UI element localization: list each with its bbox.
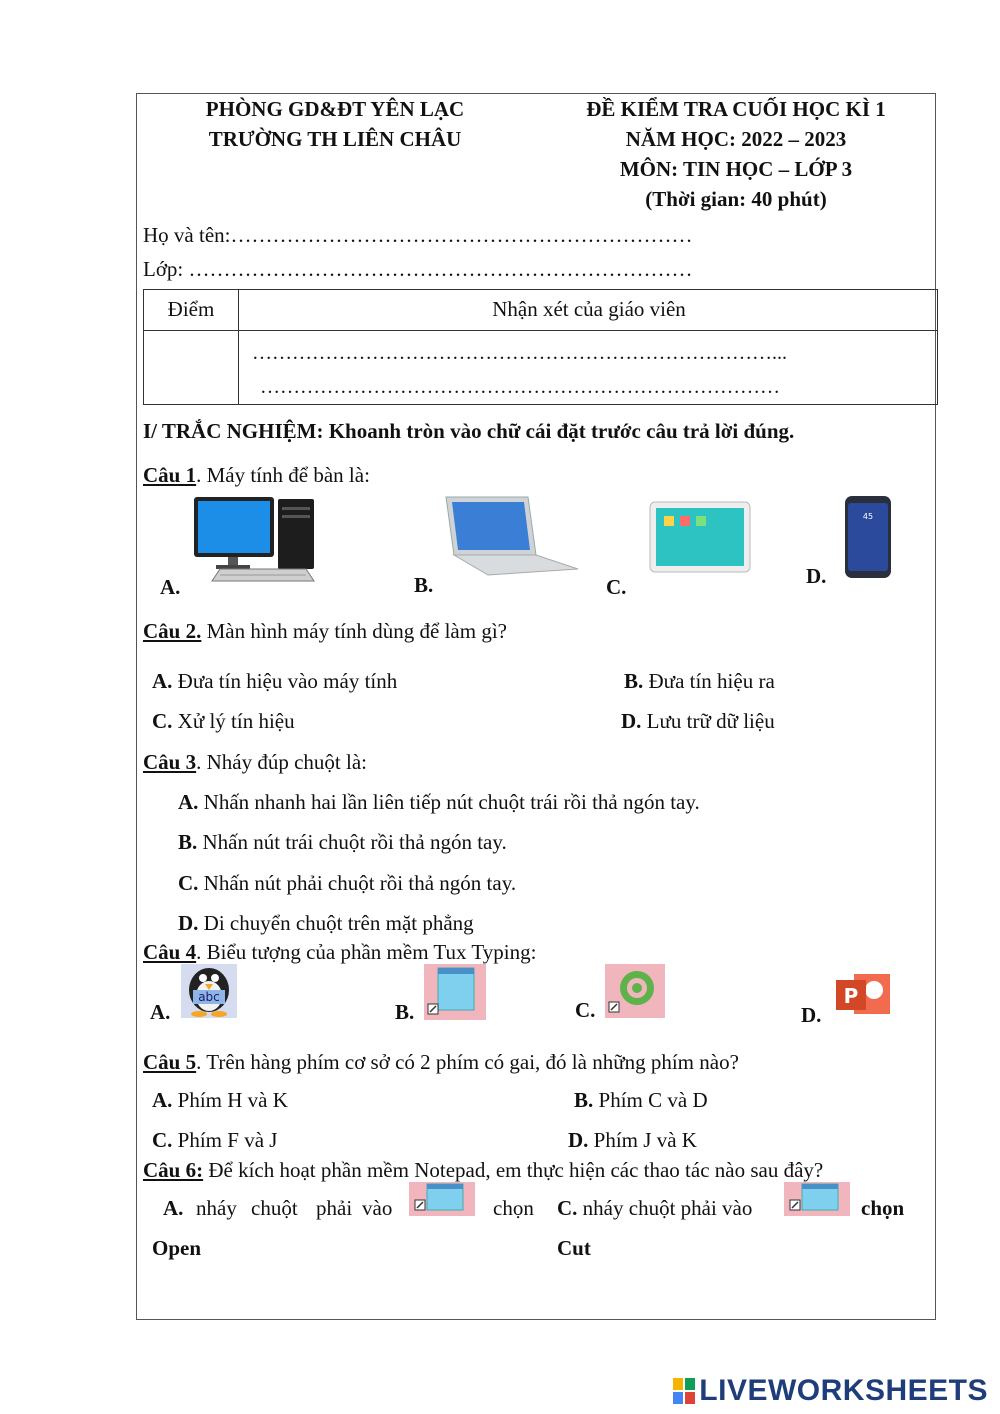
q6-a-word3: phải	[316, 1196, 353, 1220]
powerpoint-letter: P	[843, 984, 859, 1008]
school-year: NĂM HỌC: 2022 – 2023	[625, 127, 847, 151]
q2-text: Màn hình máy tính dùng để làm gì?	[201, 619, 507, 643]
q4-label: Câu 4	[143, 940, 197, 964]
q6-a-word5: chọn	[493, 1196, 534, 1220]
q6-label: Câu 6:	[143, 1158, 204, 1182]
q5-question	[143, 1049, 739, 1075]
q3-option-d[interactable]: D. Di chuyển chuột trên mặt phẳng	[178, 911, 474, 935]
school-name: TRƯỜNG TH LIÊN CHÂU	[208, 127, 462, 151]
student-name-field[interactable]: Họ và tên:…………………………………………………………	[143, 223, 693, 247]
q5-option-b[interactable]: B. Phím C và D	[574, 1088, 708, 1112]
q1-option-d[interactable]: D.	[806, 564, 827, 588]
q4-option-d[interactable]: D.	[801, 1003, 822, 1027]
q5-label: Câu 5	[143, 1050, 197, 1074]
q4-text: . Biểu tượng của phần mềm Tux Typing:	[196, 940, 537, 964]
q6-text: Để kích hoạt phần mềm Notepad, em thực hiện các thao tác nào sau đây?	[203, 1158, 824, 1182]
grade-header: Điểm	[167, 297, 215, 321]
liveworksheets-logo	[673, 1374, 988, 1408]
q1-option-a[interactable]: A.	[160, 575, 181, 599]
phone-clock: 45	[862, 512, 874, 521]
liveworksheets-logo-icon	[673, 1378, 695, 1404]
q3-label: Câu 3	[143, 750, 197, 774]
q6-option-c[interactable]: C. nháy chuột phải vào	[557, 1196, 753, 1220]
q3-question	[143, 749, 367, 775]
q6-question	[143, 1157, 823, 1183]
q6-a-word2: chuột	[251, 1196, 298, 1220]
q2-option-a[interactable]: A. Đưa tín hiệu vào máy tính	[152, 669, 398, 693]
q3-option-c[interactable]: C. Nhấn nút phải chuột rồi thả ngón tay.	[178, 871, 517, 895]
q4-option-a[interactable]: A.	[150, 1000, 171, 1024]
grade-table	[143, 289, 938, 405]
desktop-computer-icon[interactable]	[190, 495, 320, 585]
q6-c-word-chon: chọn	[861, 1196, 905, 1220]
q6-c-notepad-icon[interactable]	[784, 1182, 850, 1216]
tux-typing-icon[interactable]	[181, 964, 237, 1018]
comment-dots-1[interactable]: ……………………………………………………………………...	[252, 342, 787, 364]
q1-option-c[interactable]: C.	[606, 575, 627, 599]
q6-a-notepad-icon[interactable]	[409, 1182, 475, 1216]
q2-option-b[interactable]: B. Đưa tín hiệu ra	[624, 669, 775, 693]
q6-option-c-cont: Cut	[557, 1236, 591, 1260]
exam-title: ĐỀ KIỂM TRA CUỐI HỌC KÌ 1	[586, 97, 886, 121]
q4-question	[143, 939, 536, 965]
q4-option-b[interactable]: B.	[395, 1000, 415, 1024]
section-title: I/ TRẮC NGHIỆM: Khoanh tròn vào chữ cái đặt trước câu trả lời đúng.	[143, 419, 795, 443]
q1-option-b[interactable]: B.	[414, 573, 434, 597]
q6-option-a-cont: Open	[152, 1236, 202, 1260]
q5-text: . Trên hàng phím cơ sở có 2 phím có gai, đó là những phím nào?	[196, 1050, 739, 1074]
comment-header: Nhận xét của giáo viên	[492, 297, 686, 321]
q6-a-word4: vào	[362, 1196, 393, 1220]
smartphone-icon[interactable]	[843, 495, 893, 579]
q6-option-a[interactable]: A.	[163, 1196, 184, 1220]
q2-option-d[interactable]: D. Lưu trữ dữ liệu	[621, 709, 775, 733]
liveworksheets-logo-text: LIVEWORKSHEETS	[699, 1374, 988, 1407]
q5-option-a[interactable]: A. Phím H và K	[152, 1088, 288, 1112]
q2-label: Câu 2.	[143, 619, 202, 643]
q5-option-d[interactable]: D. Phím J và K	[568, 1128, 697, 1152]
comment-dots-2[interactable]: ……………………………………………………………………	[260, 376, 780, 398]
notepad-icon[interactable]	[424, 964, 486, 1020]
q1-question	[143, 462, 370, 488]
q3-text: . Nháy đúp chuột là:	[196, 750, 367, 774]
q3-option-a[interactable]: A. Nhấn nhanh hai lần liên tiếp nút chuột trái rồi thả ngón tay.	[178, 790, 700, 814]
tux-abc-text: abc	[198, 990, 220, 1004]
q6-a-word1: nháy	[196, 1196, 237, 1220]
school-dept: PHÒNG GD&ĐT YÊN LẠC	[205, 97, 465, 121]
laptop-icon[interactable]	[440, 495, 580, 585]
q1-text: . Máy tính để bàn là:	[196, 463, 370, 487]
q2-question	[143, 618, 507, 644]
powerpoint-icon[interactable]	[834, 970, 892, 1018]
q1-label: Câu 1	[143, 463, 197, 487]
q5-option-c[interactable]: C. Phím F và J	[152, 1128, 278, 1152]
tablet-icon[interactable]	[648, 500, 754, 576]
grade-table-header-line	[144, 330, 937, 331]
student-class-field[interactable]: Lớp: ………………………………………………………………	[143, 257, 693, 281]
subject: MÔN: TIN HỌC – LỚP 3	[619, 157, 853, 181]
duration: (Thời gian: 40 phút)	[645, 187, 827, 211]
q4-option-c[interactable]: C.	[575, 998, 596, 1022]
q2-option-c[interactable]: C. Xử lý tín hiệu	[152, 709, 295, 733]
coccoc-browser-icon[interactable]	[605, 964, 665, 1018]
q3-option-b[interactable]: B. Nhấn nút trái chuột rồi thả ngón tay.	[178, 830, 507, 854]
